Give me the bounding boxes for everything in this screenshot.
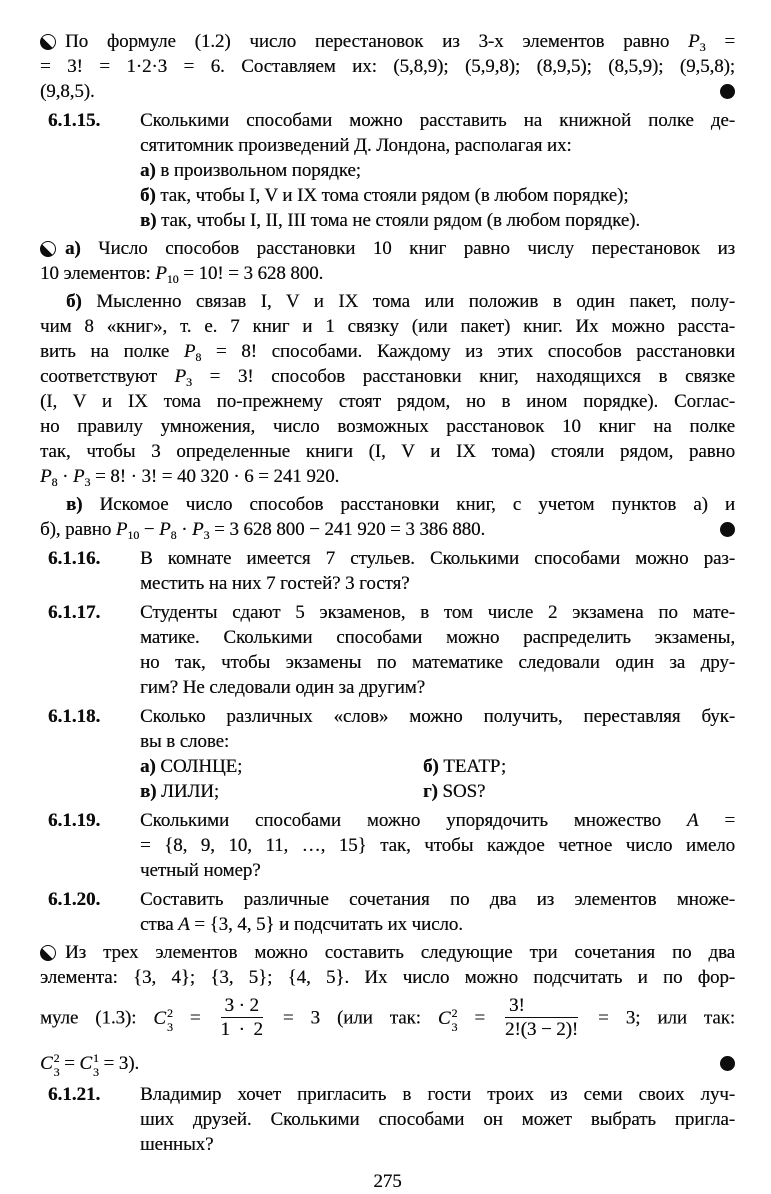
- bold-label: а): [140, 160, 156, 181]
- subitem-left: в) ЛИЛИ;: [140, 781, 220, 802]
- text-line: гим? Не следовали один за другим?: [140, 677, 425, 698]
- text-line: чим 8 «книг», т. е. 7 книг и 1 связку (или пакет) книг. Их можно расста-: [40, 316, 735, 337]
- filled-circle-icon: [720, 522, 735, 537]
- fraction-numerator: 3 · 2: [221, 995, 263, 1018]
- math-variable: P: [174, 366, 187, 387]
- math-superscript: 1: [92, 1050, 99, 1065]
- math-variable: P: [688, 31, 700, 52]
- problem-6-1-21: [40, 1082, 735, 1157]
- math-supsub-stack: [451, 1007, 457, 1033]
- math-variable: A: [178, 914, 190, 935]
- text-line: элемента: {3, 4}; {3, 5}; {4, 5}. Их число можно подсчитать и по фор-: [40, 967, 735, 988]
- text-line: б) так, чтобы I, V и IX тома стояли рядом (в любом порядке);: [140, 185, 629, 206]
- problem-6-1-17: [40, 600, 735, 700]
- text-line: в) Искомое число способов расстановки книг, с учетом пунктов а) и: [66, 494, 735, 515]
- text-line: но правилу умножения, число возможных расстановок 10 книг на полке: [40, 416, 735, 437]
- math-superscript: 2: [53, 1050, 60, 1065]
- text-line: Сколькими способами можно расставить на книжной полке де-: [140, 110, 735, 131]
- math-subscript: 8: [170, 528, 177, 542]
- problem-6-1-18: [40, 704, 735, 804]
- math-subscript: 3: [166, 1019, 173, 1034]
- math-subscript: 3: [92, 1064, 99, 1079]
- math-variable: P: [40, 466, 52, 487]
- half-filled-circle-icon: [40, 241, 56, 257]
- math-variable-supsub: [153, 1005, 173, 1034]
- problem-number: 6.1.19.: [48, 810, 101, 831]
- math-variable-subscripted: [155, 263, 178, 284]
- math-subscript: 8: [195, 350, 202, 364]
- math-variable-supsub: [40, 1050, 60, 1079]
- problem-number: 6.1.16.: [48, 548, 101, 569]
- math-variable-subscripted: [73, 466, 90, 487]
- text-line: Составить различные сочетания по два из элементов множе-: [140, 889, 735, 910]
- math-variable-subscripted: [116, 519, 139, 540]
- math-supsub-stack: [167, 1007, 173, 1033]
- math-variable: P: [159, 519, 171, 540]
- text-line: вы в слове:: [140, 731, 230, 752]
- filled-circle-icon: [720, 84, 735, 99]
- solution-paragraph-6-1-20: [40, 940, 735, 1078]
- text-line: = 3! = 1·2·3 = 6. Составляем их: (5,8,9); (5,9,8); (8,9,5); (8,5,9); (9,5,8);: [40, 56, 735, 77]
- math-variable: A: [686, 810, 699, 831]
- text-line: Сколькими способами можно упорядочить множество A =: [140, 810, 736, 831]
- text-line: но так, чтобы экзамены по математике следовали один за дру-: [140, 652, 735, 673]
- math-subscript: 3: [451, 1019, 458, 1034]
- math-subscript: 3: [53, 1064, 60, 1079]
- math-variable-subscripted: [175, 366, 192, 387]
- text-line: а) в произвольном порядке;: [140, 160, 361, 181]
- filled-circle-icon: [720, 1056, 735, 1071]
- solution-paragraph-intro: [40, 29, 735, 104]
- half-filled-circle-icon: [40, 945, 56, 961]
- problem-6-1-16: [40, 546, 735, 596]
- text-line: (9,8,5).: [40, 79, 735, 104]
- math-variable-supsub: [79, 1050, 99, 1079]
- text-line: четный номер?: [140, 860, 261, 881]
- page-number: 275: [373, 1170, 402, 1192]
- problem-6-1-19: [40, 808, 735, 883]
- math-variable-supsub: [437, 1005, 458, 1034]
- text-line: так, чтобы 3 определенные книги (I, V и IX тома) стояли рядом, равно: [40, 441, 735, 462]
- fraction-denominator: 2!(3 − 2)!: [505, 1019, 579, 1041]
- math-variable: P: [192, 519, 204, 540]
- math-supsub-stack: [93, 1052, 99, 1078]
- math-subscript: 3: [203, 528, 210, 542]
- math-superscript: 2: [166, 1005, 173, 1020]
- problem-number: 6.1.17.: [48, 602, 101, 623]
- text-line: в) так, чтобы I, II, III тома не стояли рядом (в любом порядке).: [140, 210, 640, 231]
- page-content: [40, 29, 735, 1157]
- problem-number: 6.1.18.: [48, 706, 101, 727]
- math-fraction: [221, 995, 263, 1041]
- math-variable: P: [72, 466, 85, 487]
- math-variable-subscripted: [40, 466, 57, 487]
- math-fraction: [505, 995, 578, 1041]
- math-subscript: 3: [699, 40, 706, 54]
- math-subscript: 3: [84, 475, 91, 489]
- math-variable-subscripted: [192, 519, 209, 540]
- bold-label: б): [423, 756, 439, 777]
- subitem-right: г) SOS?: [423, 781, 486, 802]
- text-line: сятитомник произведений Д. Лондона, располагая их:: [140, 135, 572, 156]
- text-line: б) Мысленно связав I, V и IX тома или положив в один пакет, полу-: [66, 291, 735, 312]
- math-subscript: 8: [51, 475, 58, 489]
- subitem-right: б) ТЕАТР;: [423, 756, 507, 777]
- text-line: [140, 779, 735, 804]
- bold-label: а): [65, 238, 81, 259]
- text-line: Сколько различных «слов» можно получить, переставляя бук-: [140, 706, 735, 727]
- text-line: Студенты сдают 5 экзаменов, в том числе 2 экзамена по мате-: [140, 602, 735, 623]
- bold-label: а): [140, 756, 156, 777]
- bold-label: г): [423, 781, 438, 802]
- text-line: ших друзей. Сколькими способами он может выбрать пригла-: [140, 1108, 735, 1130]
- text-line: $P_8 \cdot P_3 = 8$! · 3! = 40 320 · 6 = 241 920.: [40, 466, 340, 489]
- math-variable: C: [40, 1052, 53, 1074]
- math-variable-subscripted: [159, 519, 176, 540]
- problem-6-1-15: [40, 108, 735, 233]
- text-line: По формуле (1.2) число перестановок из 3-х элементов равно $P_3$ =: [40, 29, 735, 54]
- math-subscript: 10: [166, 272, 179, 286]
- text-line: (I, V и IX тома по-прежнему стоят рядом, но в ином порядке). Соглас-: [40, 391, 735, 412]
- text-line: муле (1.3): C 2 3 = $\frac{3 \cdot 2}{1 \cdot 2}$ = 3 (или так: C 2 3 = $\frac{3!}{2!(3 - 2)!}$ = 3; или так:: [40, 995, 736, 1041]
- text-line: шенных?: [140, 1133, 214, 1155]
- text-line: В комнате имеется 7 стульев. Сколькими способами можно раз-: [140, 548, 735, 569]
- bold-label: б): [140, 185, 156, 206]
- text-line: Владимир хочет пригласить в гости троих из семи своих луч-: [140, 1083, 735, 1105]
- solution-paragraph-b: [40, 289, 735, 489]
- text-line: матике. Сколькими способами можно распределить экзамены,: [140, 627, 735, 648]
- text-line: Из трех элементов можно составить следующие три сочетания по два: [40, 940, 735, 965]
- problem-number: 6.1.21.: [48, 1083, 101, 1105]
- text-line: = {8, 9, 10, 11, …, 15} так, чтобы каждое четное число имело: [140, 835, 735, 856]
- text-line: соответствуют $P_3 = 3$! способов расстановки книг, находящихся в связке: [40, 366, 735, 389]
- math-superscript: 2: [451, 1005, 458, 1020]
- half-filled-circle-icon: [40, 34, 56, 50]
- problem-number: 6.1.15.: [48, 110, 101, 131]
- text-line: 10 элементов: $P_{10} = 10$! = 3 628 800.: [40, 263, 324, 286]
- text-line: а) Число способов расстановки 10 книг равно числу перестановок из: [40, 236, 735, 261]
- problem-6-1-20: [40, 887, 735, 937]
- text-line: местить на них 7 гостей? 3 гостя?: [140, 573, 410, 594]
- math-variable-subscripted: [688, 31, 705, 52]
- math-variable: P: [155, 263, 167, 284]
- math-variable: C: [79, 1052, 92, 1074]
- math-subscript: 10: [127, 528, 140, 542]
- bold-label: в): [140, 210, 157, 231]
- math-variable: P: [115, 519, 128, 540]
- fraction-denominator: 1 · 2: [220, 1019, 263, 1041]
- bold-label: б): [66, 291, 82, 312]
- text-line: [140, 754, 735, 779]
- text-line: ства A = {3, 4, 5} и подсчитать их число.: [140, 914, 463, 935]
- math-supsub-stack: [54, 1052, 60, 1078]
- solution-paragraph-v: [40, 492, 735, 542]
- math-variable: P: [183, 341, 196, 362]
- math-variable: C: [153, 1007, 166, 1029]
- bold-label: в): [140, 781, 157, 802]
- text-line: б), равно $P_{10} - P_8 \cdot P_3 = 3$ 628 800 − 241 920 = 3 386 880.: [40, 517, 735, 542]
- subitem-left: а) СОЛНЦЕ;: [140, 756, 243, 777]
- text-line: вить на полке $P_8 = 8$! способами. Каждому из этих способов расстановки: [40, 341, 735, 364]
- problem-number: 6.1.20.: [48, 889, 101, 910]
- solution-paragraph-a: [40, 236, 735, 286]
- text-line: C 2 3 = C 1 3 = 3).: [40, 1051, 735, 1078]
- bold-label: в): [66, 494, 83, 515]
- fraction-numerator: 3!: [505, 995, 578, 1018]
- math-variable-subscripted: [184, 341, 201, 362]
- math-variable: C: [437, 1007, 451, 1029]
- math-subscript: 3: [186, 375, 192, 389]
